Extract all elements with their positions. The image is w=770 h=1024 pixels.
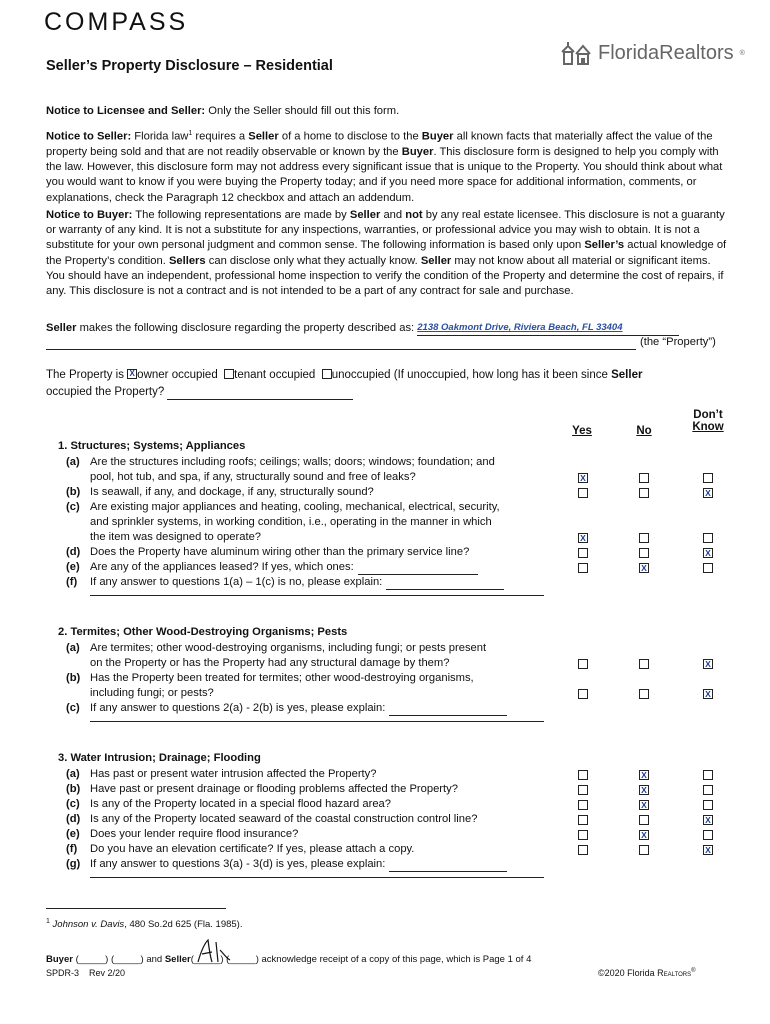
question-item (66, 575, 550, 590)
question-letter: (e) (66, 561, 80, 573)
question-letter: (c) (66, 702, 80, 714)
question-item (66, 857, 550, 872)
answer-checkbox-no[interactable] (639, 488, 649, 498)
answer-checkbox-dont[interactable]: X (703, 689, 713, 699)
property-address-field[interactable]: 2138 Oakmont Drive, Riviera Beach, FL 33404 (417, 320, 679, 336)
answer-checkbox-yes[interactable] (578, 563, 588, 573)
answer-checkbox-dont[interactable] (703, 533, 713, 543)
florida-realtors-logo (560, 40, 745, 66)
footnote: $^1$ Johnson v. Davis, 480 So.2d 625 (Fla. 1985). (46, 918, 243, 931)
answer-checkbox-no[interactable]: X (639, 830, 649, 840)
question-text: Does the Property have aluminum wiring other than the primary service line? (90, 546, 470, 558)
section-title: 1. Structures; Systems; Appliances (58, 440, 246, 452)
fr-logo-reg: ® (739, 49, 745, 57)
question-text: If any answer to questions 1(a) – 1(c) is no, please explain: (90, 576, 383, 588)
answer-checkbox-dont[interactable]: X (703, 488, 713, 498)
answer-checkbox-yes[interactable] (578, 659, 588, 669)
question-text: Is any of the Property located seaward of the coastal construction control line? (90, 813, 478, 825)
answer-checkbox-no[interactable] (639, 533, 649, 543)
unoccupied-checkbox[interactable] (322, 369, 332, 379)
question-item (66, 485, 550, 500)
answer-checkbox-yes[interactable] (578, 488, 588, 498)
question-text: If any answer to questions 2(a) - 2(b) is yes, please explain: (90, 702, 386, 714)
answer-checkbox-no[interactable]: X (639, 770, 649, 780)
page-title: Seller’s Property Disclosure – Residential (46, 58, 333, 74)
question-letter: (f) (66, 843, 78, 855)
answer-checkbox-dont[interactable] (703, 830, 713, 840)
question-item (66, 782, 550, 797)
answer-checkbox-yes[interactable] (578, 815, 588, 825)
question-letter: (a) (66, 768, 80, 780)
explain-field[interactable] (389, 703, 507, 716)
answer-checkbox-dont[interactable] (703, 800, 713, 810)
answer-checkbox-yes[interactable] (578, 800, 588, 810)
answer-checkbox-dont[interactable]: X (703, 845, 713, 855)
col-no: No (636, 425, 652, 437)
occupied-duration-field[interactable] (167, 387, 353, 400)
question-item (66, 455, 550, 485)
question-text: Are the structures including roofs; ceilings; walls; doors; windows; foundation; and (90, 456, 495, 468)
question-text: Are existing major appliances and heating, cooling, mechanical, electrical, security, (90, 501, 500, 513)
question-letter: (d) (66, 546, 81, 558)
compass-logo: COMPASS (44, 8, 189, 36)
footnote-rule (46, 908, 226, 909)
notice-seller: Notice to Seller: Florida law$^1$ requires a Seller of a home to disclose to the Buyer all known facts that materially affect the value of the property being sold and that are not readily observable or known by the Buyer. This disclosure form is designed to help you comply with the law. However, this disclosure form may not address every significant issue that is unique to the Property. You should think about what you would want to know if you were buying the Property today; and if you need more space for additional information, comments, or explanations, check the Paragraph 12 checkbox and attach an addendum. (46, 130, 723, 204)
question-text: Does your lender require flood insurance? (90, 828, 299, 840)
question-letter: (b) (66, 783, 81, 795)
question-letter: (g) (66, 858, 81, 870)
owner-occupied-checkbox[interactable]: X (127, 369, 137, 379)
question-item (66, 545, 550, 560)
answer-checkbox-no[interactable]: X (639, 800, 649, 810)
leased-appliances-field[interactable] (358, 562, 478, 575)
fr-logo-text: FloridaRealtors (598, 41, 734, 64)
explain-line[interactable] (90, 721, 544, 722)
answer-checkbox-yes[interactable] (578, 845, 588, 855)
answer-checkbox-no[interactable] (639, 473, 649, 483)
question-item (66, 812, 550, 827)
question-item (66, 560, 550, 575)
question-letter: (b) (66, 486, 81, 498)
answer-checkbox-dont[interactable] (703, 563, 713, 573)
seller-initials-signature (194, 938, 234, 966)
explain-field[interactable] (386, 577, 504, 590)
question-letter: (e) (66, 828, 80, 840)
question-text: Are termites; other wood-destroying organisms, including fungi; or pests present (90, 642, 487, 654)
question-text: Do you have an elevation certificate? If yes, please attach a copy. (90, 843, 415, 855)
address-line-2[interactable] (46, 349, 636, 350)
answer-checkbox-yes[interactable] (578, 785, 588, 795)
answer-checkbox-yes[interactable]: X (578, 473, 588, 483)
question-text: and sprinkler systems, in working condition, i.e., operating in the manner in which (90, 516, 492, 528)
question-item (66, 827, 550, 842)
answer-checkbox-dont[interactable]: X (703, 815, 713, 825)
answer-checkbox-yes[interactable]: X (578, 533, 588, 543)
question-item (66, 701, 550, 716)
question-text: Have past or present drainage or flooding problems affected the Property? (90, 783, 458, 795)
question-text: on the Property or has the Property had any structural damage by them? (90, 657, 450, 669)
explain-line[interactable] (90, 595, 544, 596)
question-letter: (f) (66, 576, 78, 588)
acknowledge-line: Buyer (_____) (_____) and Seller(_____) (_____) acknowledge receipt of a copy of this page, which is Page 1 of 4 (46, 954, 532, 965)
tenant-occupied-checkbox[interactable] (224, 369, 234, 379)
question-letter: (a) (66, 456, 80, 468)
section-title: 2. Termites; Other Wood-Destroying Organisms; Pests (58, 626, 348, 638)
question-letter: (d) (66, 813, 81, 825)
answer-checkbox-yes[interactable] (578, 689, 588, 699)
question-text: Has the Property been treated for termites; other wood-destroying organisms, (90, 672, 474, 684)
answer-checkbox-yes[interactable] (578, 830, 588, 840)
answer-checkbox-yes[interactable] (578, 548, 588, 558)
question-item (66, 500, 550, 545)
question-item (66, 641, 550, 671)
question-text: Are any of the appliances leased? If yes, which ones: (90, 561, 354, 573)
the-property-label: (the “Property”) (640, 336, 716, 348)
answer-checkbox-no[interactable] (639, 815, 649, 825)
answer-checkbox-yes[interactable] (578, 770, 588, 780)
copyright: ©2020 Florida Realtors® (598, 968, 696, 978)
question-text: If any answer to questions 3(a) - 3(d) is yes, please explain: (90, 858, 386, 870)
question-letter: (c) (66, 798, 80, 810)
answer-checkbox-no[interactable] (639, 845, 649, 855)
question-letter: (c) (66, 501, 80, 513)
question-text: Has past or present water intrusion affected the Property? (90, 768, 377, 780)
notice-buyer: Notice to Buyer: The following representations are made by Seller and not by any real estate licensee. This disclosure is not a guaranty or warranty of any kind. It is not a substitute for any inspections, warranties, or professional advice you may wish to obtain. It is not a substitute for your own personal judgment and common sense. The following information is based only upon Seller’s actual knowledge of the Property’s condition. Sellers can disclose only what they actually know. Seller may not know about all material or significant items. You should have an independent, professional home inspection to verify the condition of the Property and determine the cost of repairs, if any. This disclosure is not a contract and is not intended to be a part of any contract for sale and purchase. (46, 209, 727, 298)
occupied-question: occupied the Property? (46, 385, 728, 400)
answer-checkbox-no[interactable]: X (639, 563, 649, 573)
answer-checkbox-dont[interactable]: X (703, 659, 713, 669)
answer-checkbox-dont[interactable] (703, 770, 713, 780)
form-id: SPDR-3 Rev 2/20 (46, 968, 126, 978)
answer-checkbox-no[interactable]: X (639, 785, 649, 795)
explain-field[interactable] (389, 859, 507, 872)
answer-checkbox-no[interactable] (639, 689, 649, 699)
question-item (66, 767, 550, 782)
col-dont-know: Don’t Know (692, 409, 724, 433)
answer-checkbox-dont[interactable] (703, 785, 713, 795)
occupancy-row: The Property is X owner occupied tenant occupied unoccupied (If unoccupied, how long has it been since Seller (46, 368, 643, 381)
question-letter: (a) (66, 642, 80, 654)
explain-line[interactable] (90, 877, 544, 878)
answer-checkbox-no[interactable] (639, 548, 649, 558)
question-text: Is any of the Property located in a special flood hazard area? (90, 798, 392, 810)
section-title: 3. Water Intrusion; Drainage; Flooding (58, 752, 261, 764)
question-text: including fungi; or pests? (90, 687, 214, 699)
answer-checkbox-dont[interactable] (703, 473, 713, 483)
realtors-house-icon (560, 40, 592, 66)
question-item (66, 797, 550, 812)
question-text: Is seawall, if any, and dockage, if any, structurally sound? (90, 486, 374, 498)
property-description: Seller makes the following disclosure regarding the property described as: 2138 Oakmont Drive, Riviera Beach, FL 33404 (46, 320, 728, 336)
answer-checkbox-dont[interactable]: X (703, 548, 713, 558)
answer-checkbox-no[interactable] (639, 659, 649, 669)
question-text: the item was designed to operate? (90, 531, 262, 543)
question-text: pool, hot tub, and spa, if any, structurally sound and free of leaks? (90, 471, 416, 483)
col-yes: Yes (572, 425, 592, 437)
question-item (66, 842, 550, 857)
notice-licensee: Notice to Licensee and Seller: Only the Seller should fill out this form. (46, 105, 400, 117)
question-letter: (b) (66, 672, 81, 684)
question-item (66, 671, 550, 701)
